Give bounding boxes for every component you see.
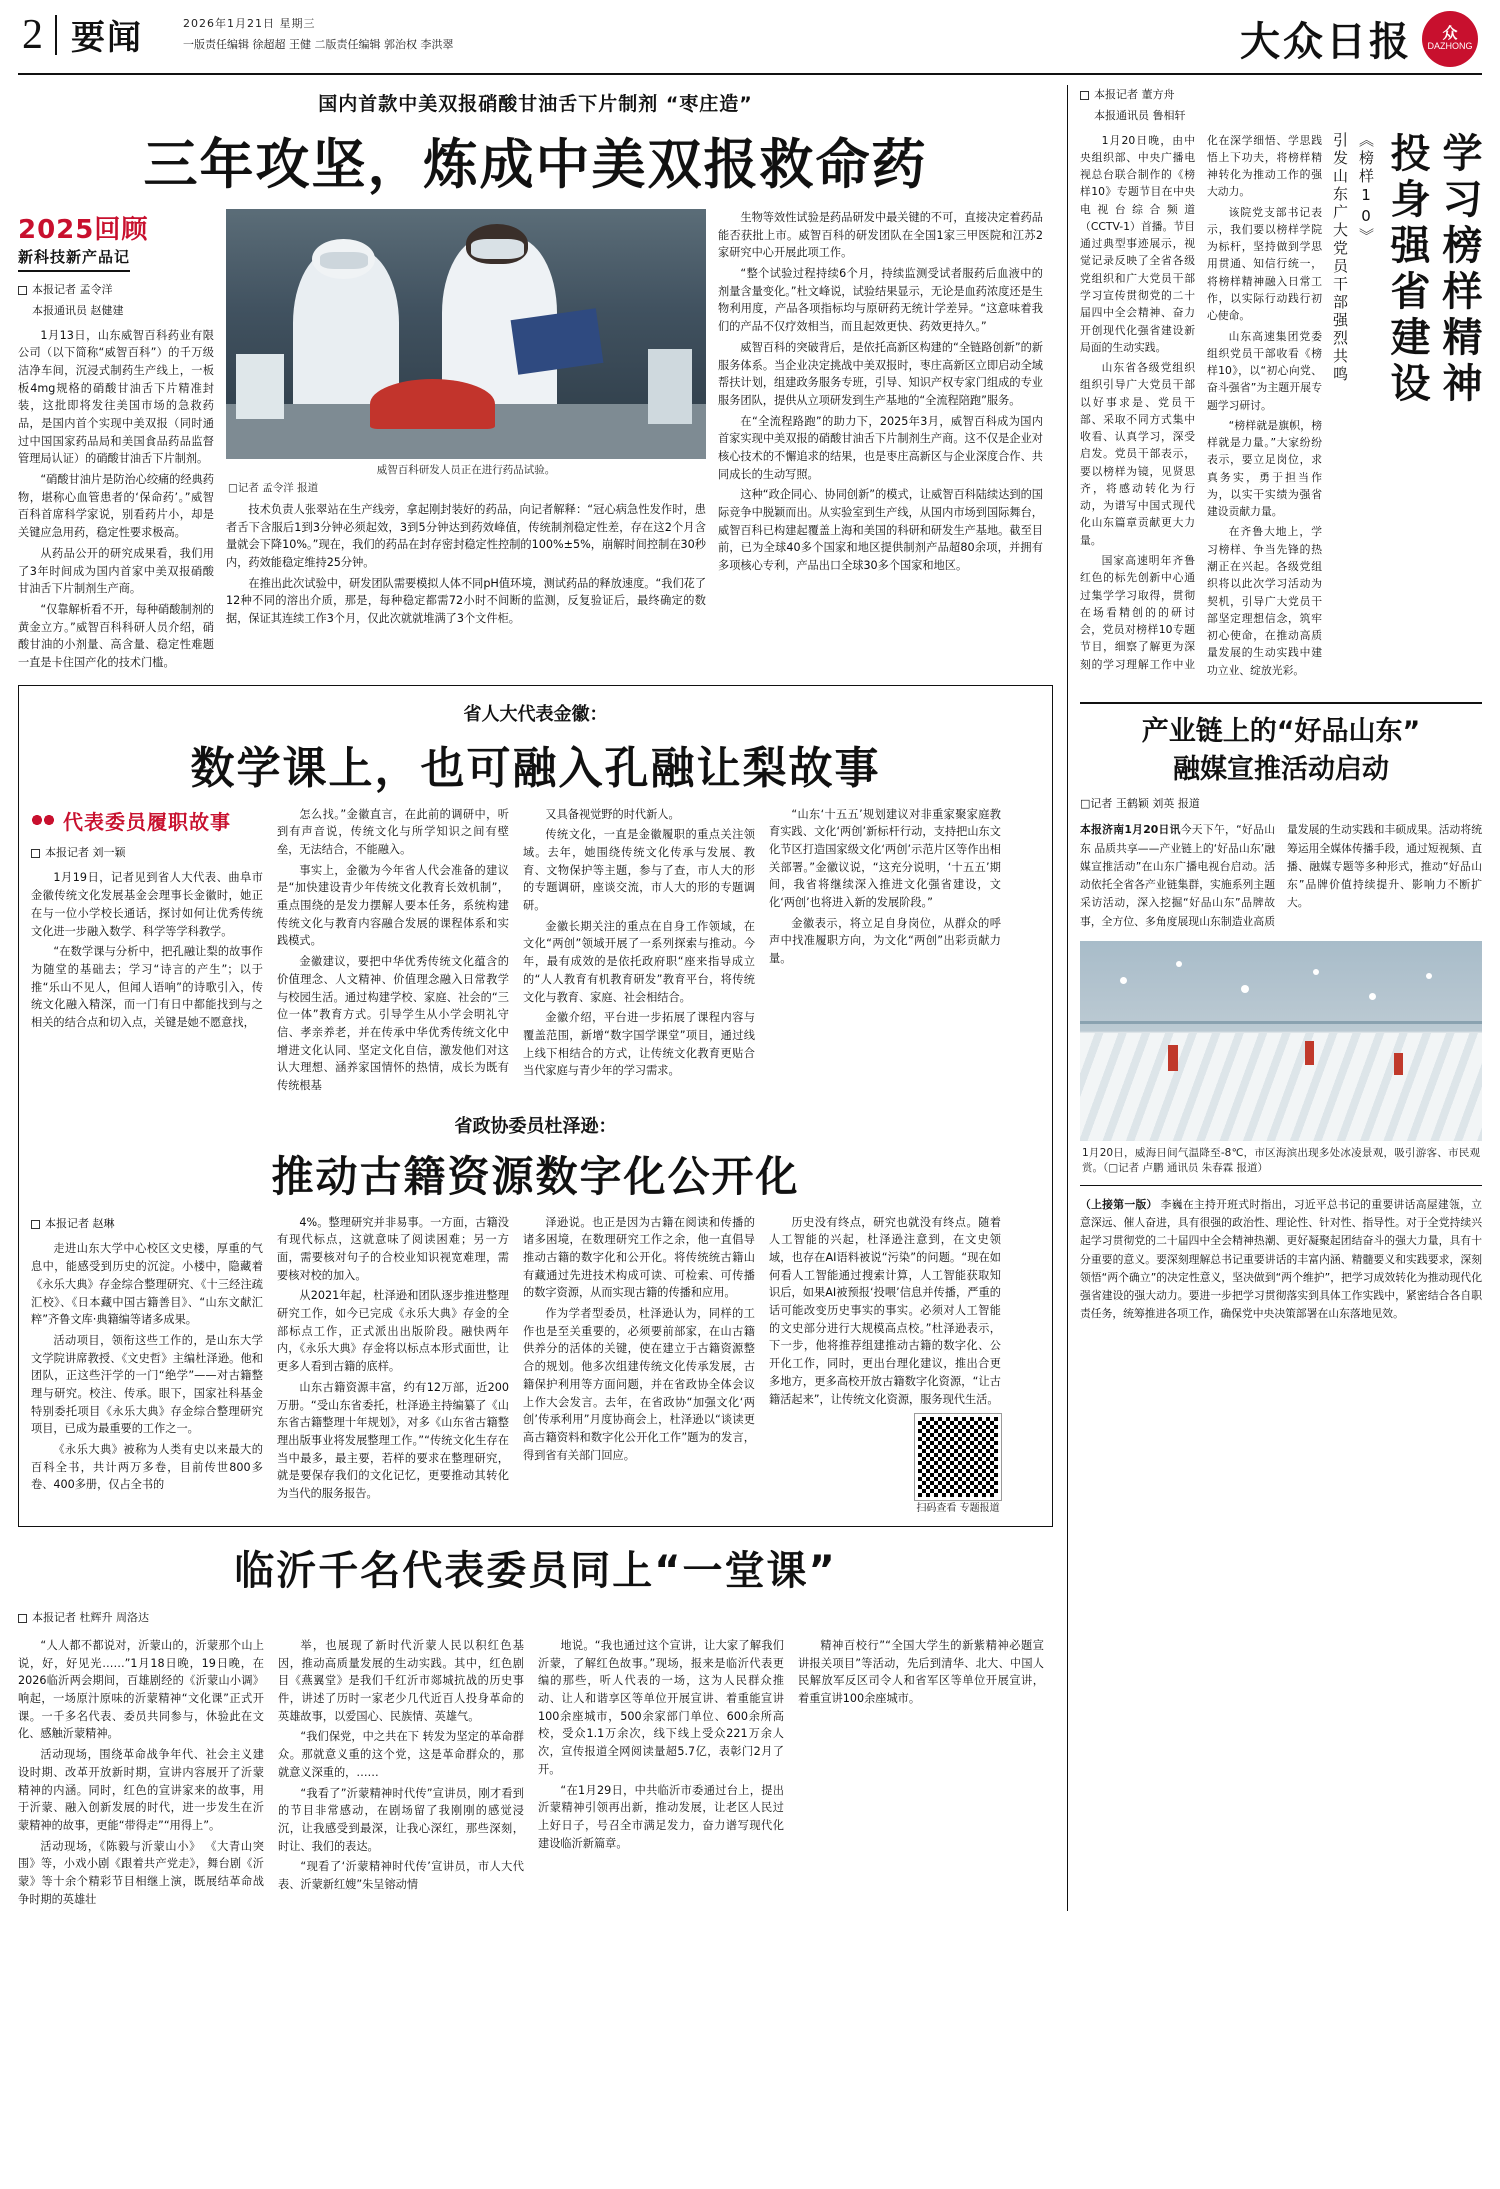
story3-col1: [31, 1240, 263, 1494]
right-photo: [1080, 941, 1482, 1141]
right-byline: [1080, 85, 1482, 126]
paragraph: 举，也展现了新时代沂蒙人民以积红色基因，推动高质量发展的生动实践。其中，红色剧目《燕翼堂》是我们千红沂市郯城抗战的历史事件，讲述了历时一家老少几代近百人投身革命的英雄故事，以爱国心、民族情、英雄气。: [278, 1639, 524, 1723]
paragraph: 今天下午，“好品山东 品质共享——产业链上的‘好品山东’融媒宣推活动”在山东广播电视台启动。活动依托全省各产业链集群，实施系列主题采访活动，深入挖掘“好品山东”品牌故事，全方位、多角度展现山东制造业高质量发展的生动实践和丰硕成果。活动将统筹运用全媒体传播手段，通过短视频、直播、融媒专题等多种形式，推动“好品山东”品牌价值持续提升、影响力不断扩大。: [1080, 823, 1482, 928]
right-byline-correspondent: 本报通讯员 鲁相轩: [1094, 108, 1186, 122]
story3-col3: [523, 1214, 755, 1465]
paragraph: 作为学者型委员，杜泽逊认为，同样的工作也是至关重要的，必须要前部家，在山古籍供养分的活体的关键，使在建立于古籍资源整合的规划。他多次组建传统文化传承发展，古籍保护利用等方面问题，并在省政协全体会议上作大会发言。去年，在省政协“加强文化‘两创’传承利用”月度协商会上，杜泽逊以“谈读更高古籍资料和数字化公开化工作”题为的发言，得到省有关部门回应。: [523, 1307, 755, 1462]
page-number-block: [18, 10, 143, 59]
paragraph: “我们保党，中之共在下 转发为坚定的革命群众。那就意义重的这个党，这是革命群众的，那就意义深重的，……: [278, 1730, 524, 1779]
paragraph: 技术负责人张翠站在生产线旁，拿起刚封装好的药品，向记者解释：“冠心病急性发作时，患者舌下含服后1到3分钟必须起效，3到5分钟达到药效峰值，传统制剂稳定性差，存在这2个月含量就会下降10%。”现在，我们的药品在封存密封稳定性控制的100%±5%，崩解时间控制在30秒内，药效能稳定维持25分钟。: [226, 503, 706, 570]
paragraph: 在推出此次试验中，研发团队需要模拟人体不同pH值环境，测试药品的释放速度。“我们花了12种不同的溶出介质，那是，每种稳定都需72小时不间断的监测，反复验证后，最终确定的数据，保证其连续工作3个月，仅此次就就堆满了3个文件柜。: [226, 576, 707, 626]
dateline: 本报济南1月20日讯: [1080, 823, 1181, 837]
qr-caption: 扫码查看 专题报道: [916, 1503, 1000, 1515]
story2-col4: [769, 806, 1001, 968]
paragraph: “现看了‘沂蒙精神时代传’宣讲员，市人大代表、沂蒙新红嫂”朱呈镕动情: [278, 1860, 524, 1891]
paper-name: 大众日报: [1240, 19, 1412, 65]
story2-byline: [31, 843, 263, 864]
paragraph: “仅靠解析看不开，每种硝酸制剂的黄金立方。”威智百科科研人员介绍，硝酸甘油的小剂量、高含量、稳定性难题一直是卡住国产化的技术门槛。: [18, 602, 214, 669]
story-linyi: [18, 1539, 1053, 1911]
story4-byline-reporter: 本报记者 杜辉升 周洛达: [32, 1611, 149, 1625]
paragraph: 《永乐大典》被称为人类有史以来最大的百科全书，共计两万多卷，目前传世800多卷、400多册，仅占全书的: [31, 1443, 263, 1492]
paragraph: “在数学课与分析中，把孔融让梨的故事作为随堂的基础去；学习“诗言的产生”；以于推“乐山不见人，但闻人语响”的诗歌引入，传统文化融入精深，而一门有日中都能找到与之相关的结合点和切入点，关键是她不愿意找，: [31, 945, 263, 1029]
story2-byline-reporter: 本报记者 刘一颖: [45, 845, 126, 859]
right-headline-line1: 学习榜样精神: [1436, 131, 1482, 408]
story1-byline-reporter: 本报记者 孟令洋: [32, 283, 113, 296]
right-subhead-2: 引发山东广大党员干部强烈共鸣: [1331, 131, 1349, 384]
paragraph: 在“全流程路跑”的助力下，2025年3月，威智百科成为国内首家实现中美双报的硝酸甘油舌下片制剂生产商。这不仅是企业对核心技术的不懈追求的结果，也是枣庄高新区与企业深度合作、共同成长的生动写照。: [718, 414, 1043, 481]
series-badge-label: 新科技新产品记: [18, 246, 130, 272]
byline-marker-icon: [18, 286, 27, 295]
paragraph: 从2021年起，杜泽逊和团队逐步推进整理研究工作，如今已完成《永乐大典》存金的全部标点工作，正式派出出版阶段。融快两年内，《永乐大典》存金将以标点本形式面世，让更多人看到古籍的底样。: [277, 1289, 509, 1374]
story1-byline: [18, 280, 214, 321]
paragraph: 生物等效性试验是药品研发中最关键的不可，直接决定着药品能否获批上市。威智百科的研发团队在全国1家三甲医院和江苏2家研究中心开展此项工作。: [718, 211, 1043, 260]
story3-col4: [769, 1214, 1001, 1409]
right-photo-block: [1080, 941, 1482, 1175]
publish-date: 2026年1月21日 星期三: [183, 17, 316, 30]
page-number: 2: [22, 11, 43, 58]
story1-byline-correspondent: 本报通讯员 赵健建: [32, 303, 124, 317]
story2-headline: 数学课上，也可融入孔融让梨故事: [190, 742, 881, 794]
right-story-body: [1080, 132, 1322, 679]
paragraph: “山东‘十五五’规划建议对非重家聚家庭教育实践、文化‘两创’新标杆行动，支持把山东文化节区打造国家级文化‘两创’示范片区等作出相关部署。”金徽议说，“这充分说明，‘十五五’期间，我省将继续深入推进文化强省建设，文化‘两创’也将进入新的发展阶段。”: [769, 807, 1001, 910]
story1-col3: [718, 209, 1043, 575]
paragraph: 山东高速集团党委组织党员干部收看《榜样10》，以“初心向党、奋斗强省”为主题开展专题学习研讨。: [1207, 329, 1322, 412]
right-story2-byline: [1080, 794, 1482, 815]
story2-col1: [31, 869, 263, 1031]
story3-headline: 推动古籍资源数字化公开化: [271, 1151, 800, 1201]
story4-headline: 临沂千名代表委员同上“一堂课”: [234, 1548, 837, 1595]
story1-kicker: 国内首款中美双报硝酸甘油舌下片制剂 “枣庄造”: [318, 93, 753, 115]
story1-col2: [226, 501, 706, 628]
paragraph: 1月19日，记者见到省人大代表、曲阜市金徽传统文化发展基金会理事长金徽时，她正在与一位小学校长通话，探讨如何让优秀传统文化进一步融入数学、科学等学科教学。: [31, 871, 263, 938]
paragraph: 又具备视觉野的时代新人。: [545, 807, 680, 821]
paragraph: 传统文化，一直是金徽履职的重点关注领域。去年，她围绕传统文化传承与发展、教育、文物保护等主题，参与了查，市人大的形的专题调研，座谈交流，市人大的形的专题调研。: [523, 828, 755, 913]
right-subhead-1: 《榜样10》: [1357, 131, 1375, 246]
paragraph: 走进山东大学中心校区文史楼，厚重的气息中，能感受到历史的沉淀。小楼中，隐藏着《永乐大典》存金综合整理研究、《十三经注疏汇校》、《日本藏中国古籍善目》、“山东文献汇粹”齐鲁文库·典籍编等诸多成果。: [31, 1242, 263, 1327]
paragraph: “整个试验过程持续6个月，持续监测受试者服药后血液中的剂量含量变化。”杜文峰说，试验结果显示，无论是血药浓度还是生物利用度，产品各项指标均与原研药无统计学差异。“这意味着我们的产品不仅疗效相当，而且起效更快、药效更持久。”: [718, 267, 1043, 334]
story3-byline: [31, 1214, 263, 1235]
right-story2-body: [1080, 821, 1482, 931]
section-divider: [1080, 702, 1482, 704]
paragraph: 李巍在主持开班式时指出，习近平总书记的重要讲话高屋建瓴，立意深远、催人奋进，具有很强的政治性、理论性、针对性、指导性。对于全党持续兴起学习贯彻党的二十届四中全会精神热潮、更好凝聚起团结奋斗的强大力量，具有十分重要的意义。要深刻理解总书记重要讲话的丰富内涵、精髓要义和实践要求，深刻领悟“两个确立”的决定性意义，坚决做到“两个维护”，把学习成效转化为推动现代化强省建设的强大动力。要进一步把学习贯彻落实到具体工作实践中，紧密结合各自职责任务，统筹推进各项工作，确保党中央决策部署在山东落地见效。: [1080, 1197, 1482, 1321]
paragraph: 金徽介绍，平台进一步拓展了课程内容与覆盖范围，新增“数字国学课堂”项目，通过线上线下相结合的方式，让传统文化教育更贴合当代家庭与青少年的学习需求。: [523, 1011, 755, 1078]
right-headline-block: [1080, 132, 1482, 692]
story1-photo-caption: 威智百科研发人员正在进行药品试验。: [376, 464, 556, 476]
paper-logo-badge: [1422, 11, 1478, 67]
paragraph: 活动项目，领衔这些工作的，是山东大学文学院讲席教授、《文史哲》主编杜泽逊。他和团队，正这些汗学的一门“绝学”——对古籍整理与研究。校注、传承。眼下，国家社科基金特别委托项目《永乐大典》存金综合整理研究项目，已成为最重要的工作之一。: [31, 1333, 263, 1436]
right-byline-reporter: 本报记者 董方舟: [1094, 88, 1175, 101]
paragraph: 怎么找。”金徽直言，在此前的调研中，听到有声音说，传统文化与所学知识之间有壁垒，无法结合，不能融入。: [277, 807, 509, 857]
story2-col3: [523, 806, 755, 1080]
jump-label: （上接第一版）: [1080, 1197, 1158, 1211]
column-tag-label: 代表委员履职故事: [63, 809, 231, 834]
masthead: [18, 0, 1482, 75]
byline-marker-icon: [31, 1220, 40, 1229]
paragraph: 国家高速明年齐鲁红色的标先创新中心通过集学学习取得，贯彻在场看精创的的研讨会，党员对榜样10专题节目，细察了解更为深刻的学习理解工作中业化在深学细悟、学思践悟上下功夫，将榜样精神转化为推动工作的强大动力。: [1080, 133, 1322, 671]
story4-byline: [18, 1608, 1053, 1629]
paragraph: “榜样就是旗帜，榜样就是力量。”大家纷纷表示，要立足岗位，求真务实，勇于担当作为，以实干实绩为强省建设贡献力量。: [1207, 418, 1322, 519]
story1-headline: 三年攻坚，炼成中美双报救命药: [143, 133, 928, 196]
paragraph: 威智百科的突破背后，是依托高新区构建的“全链路创新”的新服务体系。当企业决定挑战中美双报时，枣庄高新区立即启动全域帮扶计划，组建政务服务专班，引导、知识产权专家门组成的专业服务团队，提供从立项研发到生产基地的“全流程陪跑”服务。: [718, 340, 1043, 407]
right-headline-line2: 投身强省建设: [1384, 131, 1430, 408]
story-lead-drug: [18, 89, 1053, 675]
paragraph: “在1月29日，中共临沂市委通过台上，提出沂蒙精神引领再出新，推动发展，让老区人民过上好日子，号召全市满足发力，奋力谱写现代化建设临沂新篇章。: [538, 1783, 784, 1850]
jump-story: [1080, 1196, 1482, 1324]
story3-subhead: 省政协委员杜泽逊：: [454, 1115, 617, 1137]
paragraph: 精神百校行”“全国大学生的新紫精神必题宣讲报关项目”等活动，先后到清华、北大、中国人民解放军反区司令人和省军区等单位开展宣讲，着重宣讲100余座城市。: [798, 1639, 1044, 1706]
story3-byline-reporter: 本报记者 赵琳: [45, 1216, 115, 1230]
story1-photo: [226, 209, 706, 459]
byline-marker-icon: [31, 849, 40, 858]
right-photo-caption: 1月20日，威海日间气温降至-8℃，市区海滨出现多处冰凌景观，吸引游客、市民观赏。（□记者 卢鹏 通讯员 朱春霖 报道）: [1082, 1146, 1480, 1174]
masthead-meta: [143, 10, 453, 56]
paragraph: 在齐鲁大地上，学习榜样、争当先锋的热潮正在兴起。各级党组织将以此次学习活动为契机，引导广大党员干部坚定理想信念，筑牢初心使命，在推动高质量发展的生动实践中建功立业、绽放光彩。: [1207, 525, 1322, 677]
story1-photo-credit: □记者 孟令洋 报道: [228, 482, 319, 494]
story1-col1: [18, 327, 214, 672]
paragraph: 4%。整理研究并非易事。一方面，古籍没有现代标点，这就意味了阅读困难；另一方面，需要核对句子的合校业知识视宽难理，需要核对校的加入。: [277, 1215, 509, 1282]
qr-code[interactable]: [915, 1414, 1001, 1500]
boxed-feature-section: [18, 685, 1053, 1528]
logo-badge-en: DAZHONG: [1427, 40, 1473, 51]
paragraph: 泽逊说。也正是因为古籍在阅读和传播的诸多困境，在数理研究工作之余，他一直倡导推动古籍的数字化和公开化。将传统统古籍山有藏通过先进技术构成可读、可检索、可传播的数字资源，从而实现古籍的传播和应用。: [523, 1215, 755, 1300]
paragraph: 这种“政企同心、协同创新”的模式，让威智百科陆续达到的国际竞争中脱颖而出。从实验室到生产线，从国内市场到国际舞台，威智百科已构建起覆盖上海和美国的科研和研发生产基地。截至目前，已为全球40多个国家和地区提供制剂产品超80余项，并拥有多项核心专利，产品出口全球30多个国家和地区。: [718, 488, 1043, 573]
story4-col2: [278, 1637, 524, 1911]
byline-marker-icon: [1080, 91, 1089, 100]
series-badge-year: 2025回顾: [18, 215, 149, 245]
paragraph: 1月13日，山东威智百科药业有限公司（以下简称“威智百科”）的千万级洁净车间，沉浸式制药生产线上，一板板4mg规格的硝酸甘油舌下片精准封装，这批即将发往美国市场的急救药品，是国内首个实现中美双报（同时通过中国国家药品局和美国食品药品监督管理局认证）的硝酸甘油舌下片制剂。: [18, 328, 214, 466]
paragraph: 从药品公开的研究成果看，我们用了3年时间成为国内首家中美双报硝酸甘油舌下片制剂生产商。: [18, 546, 214, 596]
story4-col4: [798, 1637, 1044, 1911]
paragraph: 地说。“我也通过这个宣讲，让大家了解我们沂蒙，了解红色故事。”现场，报来是临沂代表更编的那些，听人代表的一场，这为人民群众推动、让人和谐享区等单位开展宣讲、着重能宣讲100余座城市，500余家部门单位、600余所高校，受众1.1万余次，线下线上受众221万余人次，宣传报道全网阅读量超5.7亿，表彰门2月了开。: [538, 1639, 784, 1776]
story3-col2: [277, 1214, 509, 1503]
right-story2-byline-text: □记者 王鹤颖 刘英 报道: [1080, 797, 1200, 811]
paragraph: 金徽表示，将立足自身岗位，从群众的呼声中找准履职方向，为文化“两创”出彩贡献力量。: [769, 916, 1001, 966]
paragraph: 山东古籍资源丰富，约有12万部，近200万册。“受山东省委托，杜泽逊主持编纂了《山东省古籍整理十年规划》，对多《山东省古籍整理出版事业将发展整理工作。”“传统文化生存在当中最多，最主要，若样的要求在整理研究，就是要保存我们的文化记忆，更要推动其转化为当代的服务报告。: [277, 1380, 509, 1500]
right-story2-headline-1: 产业链上的“好品山东”: [1141, 715, 1421, 747]
section-divider-2: [1080, 1185, 1482, 1186]
section-title: 要闻: [71, 18, 143, 58]
right-story-2: [1080, 714, 1482, 931]
story2-subhead: 省人大代表金徽：: [463, 703, 608, 725]
paragraph: “人人都不都说对，沂蒙山的，沂蒙那个山上说，好，好见光……”1月18日晚，19日晚，在2026临沂两会期间，百雄剧经的《沂蒙山小调》响起，一场原汁原味的沂蒙精神“文化课”正式开课。一千多名代表、委员共同参与，休验此在文化、感触沂蒙精神。: [18, 1639, 264, 1741]
paragraph: 活动现场，《陈毅与沂蒙山小》 《大青山突围》等，小戏小剧《跟着共产党走》，舞台剧《沂蒙》等十余个精彩节目相继上演，既展结革命战争时期的英雄壮: [18, 1839, 264, 1906]
byline-marker-icon: [18, 1614, 27, 1623]
people-icon: [31, 812, 57, 828]
series-badge: [18, 209, 168, 272]
paragraph: 事实上，金徽为今年省人代会准备的建议是“加快建设青少年传统文化教育长效机制”，重点围绕的是发力摆解人要本任务，系统构建传统文化与教育内容融合发展的课程体系和实践模式。: [277, 863, 509, 948]
story2-col2: [277, 806, 509, 1095]
paragraph: “硝酸甘油片是防治心绞痛的经典药物，堪称心血管患者的‘保命药’。”威智百科首席科学家说，别看药片小，却是关键应急用药，稳定性要求极高。: [18, 473, 214, 540]
logo-badge-cn: 众: [1442, 24, 1458, 43]
editor-line: 一版责任编辑 徐超超 王健 二版责任编辑 郭治权 李洪翠: [183, 37, 454, 51]
paragraph: 活动现场，围绕革命战争年代、社会主义建设时期、改革开放新时期，宣讲内容展开了沂蒙精神的内涵。同时，红色的宣讲家来的故事，用于沂蒙、融入创新发展的时代，进一步发生在沂蒙精神的故事，更能“带得走”“用得上”。: [18, 1748, 264, 1832]
right-column: [1067, 85, 1482, 1911]
paragraph: 1月20日晚，由中央组织部、中央广播电视总台联合制作的《榜样10》专题节目在中央电视台综合频道（CCTV-1）首播。节目通过典型事迹展示，视觉记录反映了全省各级党组织和广大党员干部学习宣传贯彻党的二十届四中全会精神、奋力开创现代化强省建设新局面的生动实践。: [1080, 133, 1195, 354]
story4-col3: [538, 1637, 784, 1911]
left-column: [18, 85, 1053, 1911]
column-tag: [31, 806, 231, 835]
paragraph: 该院党支部书记表示，我们要以榜样学院为标杆，坚持做到学思用贯通、知信行统一，将榜样精神融入日常工作，以实际行动践行初心使命。: [1207, 205, 1322, 323]
right-story2-headline-2: 融媒宣推活动启动: [1173, 754, 1389, 786]
paper-logo: [1240, 10, 1482, 67]
paragraph: 历史没有终点，研究也就没有终点。随着人工智能的兴起，杜泽逊注意到，在文史领域，也存在AI语料被说“污染”的问题。“现在如何看人工智能通过搜索计算，人工智能获取知识后，如果AI被预报‘投喂’信息并传播，严重的话可能改变历史事实的事实。必须对人工智能的文史部分进行大规模高点校。”杜泽逊表示，下一步，他将推荐组建推动古籍的数字化、公开化工作，同时，更出台理化建议，推出合更多地方，更多高校开放古籍数字化资源，“让古籍活起来”，让传统文化资源，服务现代生活。: [769, 1215, 1001, 1406]
paragraph: 山东省各级党组织组织引导广大党员干部以好事求是、党员干部、采取不同方式集中收看、认真学习，深受启发。党员干部表示，要以榜样为镜，见贤思齐，将感动转化为行动，为谱写中国式现代化山东篇章贡献更大力量。: [1080, 361, 1195, 547]
paragraph: “我看了”沂蒙精神时代传”宣讲员，刚才看到的节目非常感动，在剧场留了我刚刚的感觉浸沉，让我感受到最深，让我心深红，那些深刻，时让、我们的表达。: [278, 1786, 524, 1853]
paragraph: 金徽长期关注的重点在自身工作领域，在文化“两创”领域开展了一系列探索与推动。今年，最有成效的是依托政府职“座来指导成立的“人人教育有机教育研发”教育平台，将传统文化与教育、家庭、社会相结合。: [523, 919, 755, 1004]
story4-col1: [18, 1637, 264, 1911]
paragraph: 金徽建议，要把中华优秀传统文化蕴含的价值理念、人文精神、价值理念融入日常教学与校园生活。通过构建学校、家庭、社会的“三位一体”教育方式。引导学生从小学会明礼守信、孝亲养老，并在传承中华优秀传统文化中增进文化认同、坚定文化自信，激发他们对这认大理想、涵养家国情怀的热情，成长为既有传统根基: [277, 955, 509, 1092]
